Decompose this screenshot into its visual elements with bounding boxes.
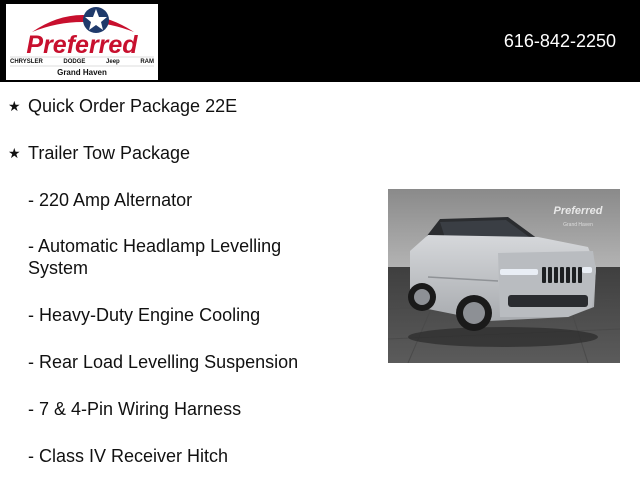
logo-brand-chrysler: CHRYSLER <box>10 59 43 65</box>
feature-text: - 220 Amp Alternator <box>28 190 193 210</box>
vehicle-photo[interactable] <box>388 189 620 363</box>
feature-text: - 7 & 4-Pin Wiring Harness <box>28 399 242 419</box>
feature-text: - Automatic Headlamp Levelling System <box>28 236 282 278</box>
feature-text: - Class IV Receiver Hitch <box>28 446 229 466</box>
star-icon: ★ <box>8 98 21 114</box>
logo-brand-ram: RAM <box>140 59 154 65</box>
logo-wordmark: Preferred <box>26 31 138 59</box>
header-bar <box>0 0 640 82</box>
dealer-logo[interactable] <box>6 4 158 80</box>
feature-text: Trailer Tow Package <box>28 143 191 163</box>
logo-brand-jeep: Jeep <box>106 59 120 65</box>
phone-number[interactable]: 616-842-2250 <box>503 31 616 51</box>
feature-text: - Heavy-Duty Engine Cooling <box>28 305 261 325</box>
logo-brand-row <box>10 59 154 65</box>
feature-text: - Rear Load Levelling Suspension <box>28 352 299 372</box>
logo-brand-dodge: DODGE <box>63 59 86 65</box>
photo-watermark-name: Preferred <box>553 205 603 217</box>
star-icon: ★ <box>8 145 21 161</box>
logo-city: Grand Haven <box>57 68 107 77</box>
photo-watermark-city: Grand Haven <box>563 222 593 228</box>
feature-text: Quick Order Package 22E <box>28 96 238 116</box>
